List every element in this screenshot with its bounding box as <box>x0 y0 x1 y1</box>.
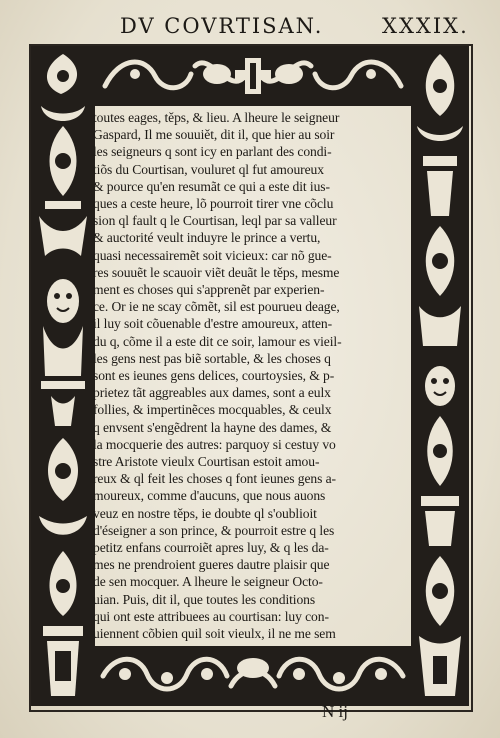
top-ornament-band <box>95 46 411 106</box>
bottom-ornament-band <box>95 646 411 706</box>
text-line: les gens nest pas biẽ sortable, & les choses q <box>93 350 331 366</box>
text-line: Gaspard, Il me souuiět, dit il, que hier au soir <box>93 127 335 143</box>
text-line: uiennent cõbien quil soit vieulx, il ne me sem <box>93 626 336 641</box>
text-line: veuz en nostre těps, ie doubte ql s'oublioit <box>93 505 317 521</box>
text-line: ment es choses qui s'apprenẽt par experien- <box>93 282 325 297</box>
text-line: stre Aristote vieulx Courtisan estoit amou- <box>93 454 320 469</box>
running-title: DV COVRTISAN. <box>120 14 324 38</box>
text-line: du q, cõme il a este dit ce soir, lamour es vieil- <box>93 333 342 349</box>
text-line: il luy soit cõuenable d'estre amoureux, atten- <box>93 316 333 332</box>
text-line: sion ql fault q le Courtisan, leql par sa valleur <box>93 213 337 229</box>
text-line: ques a ceste heure, lõ pourroit tirer vne cõclu <box>93 196 334 211</box>
text-line: qui ont este attribuees au courtisan: luy con- <box>93 608 329 624</box>
text-line: toutes eages, těps, & lieu. A lheure le seigneur <box>93 110 340 125</box>
text-line: follies, & impertinẽces mocquables, & ceulx <box>93 402 332 418</box>
main-text-block <box>93 109 415 645</box>
text-line: reux & ql feit les choses q font ieunes gens a- <box>93 471 336 487</box>
text-line: les seigneurs q sont icy en parlant des condi- <box>93 144 332 160</box>
left-ornament-border <box>31 46 95 706</box>
text-line: q envsent s'engẽdrent la hayne des dames, & <box>93 419 332 435</box>
running-head <box>120 14 480 40</box>
text-line: quasi necessairemẽt soit vicieux: car nõ gue- <box>93 247 332 263</box>
text-line: mes ne prendroient gueres dautre plaisir que <box>93 557 330 573</box>
text-line: moureux, comme d'aucuns, que nous auons <box>93 488 326 504</box>
text-line: d'éseigner a son prince, & pourroit estre q les <box>93 522 335 538</box>
signature-mark: N ij <box>322 702 348 721</box>
text-line: ce. Or ie ne scay cõmẽt, sil est pourueu deage, <box>93 299 340 315</box>
text-line: res souuẽt le scauoir viẽt deuãt le těps, mesme <box>93 264 340 280</box>
text-line: petitz enfans courroiẽt apres luy, & q les da- <box>93 540 329 555</box>
folio-number: XXXIX. <box>382 14 469 38</box>
text-line: de sen mocquer. A lheure le seigneur Octo- <box>93 574 323 590</box>
text-line: tiõs du Courtisan, vouluret ql fut amoureux <box>93 161 324 177</box>
text-line: & auctorité veult induyre le prince a vertu, <box>93 230 321 246</box>
text-line: la mocquerie des autres: parquoy si cestuy vo <box>93 436 336 452</box>
text-line: sont es ieunes gens delices, courtoysies, & p- <box>93 368 335 383</box>
text-line: & pource qu'en resumãt ce qui a este dit ius- <box>93 178 330 194</box>
text-line: uian. Puis, dit il, que toutes les conditions <box>93 591 316 607</box>
right-ornament-border <box>411 46 469 706</box>
text-line: prietez tãt aggreables aux dames, sont a eulx <box>93 385 331 401</box>
